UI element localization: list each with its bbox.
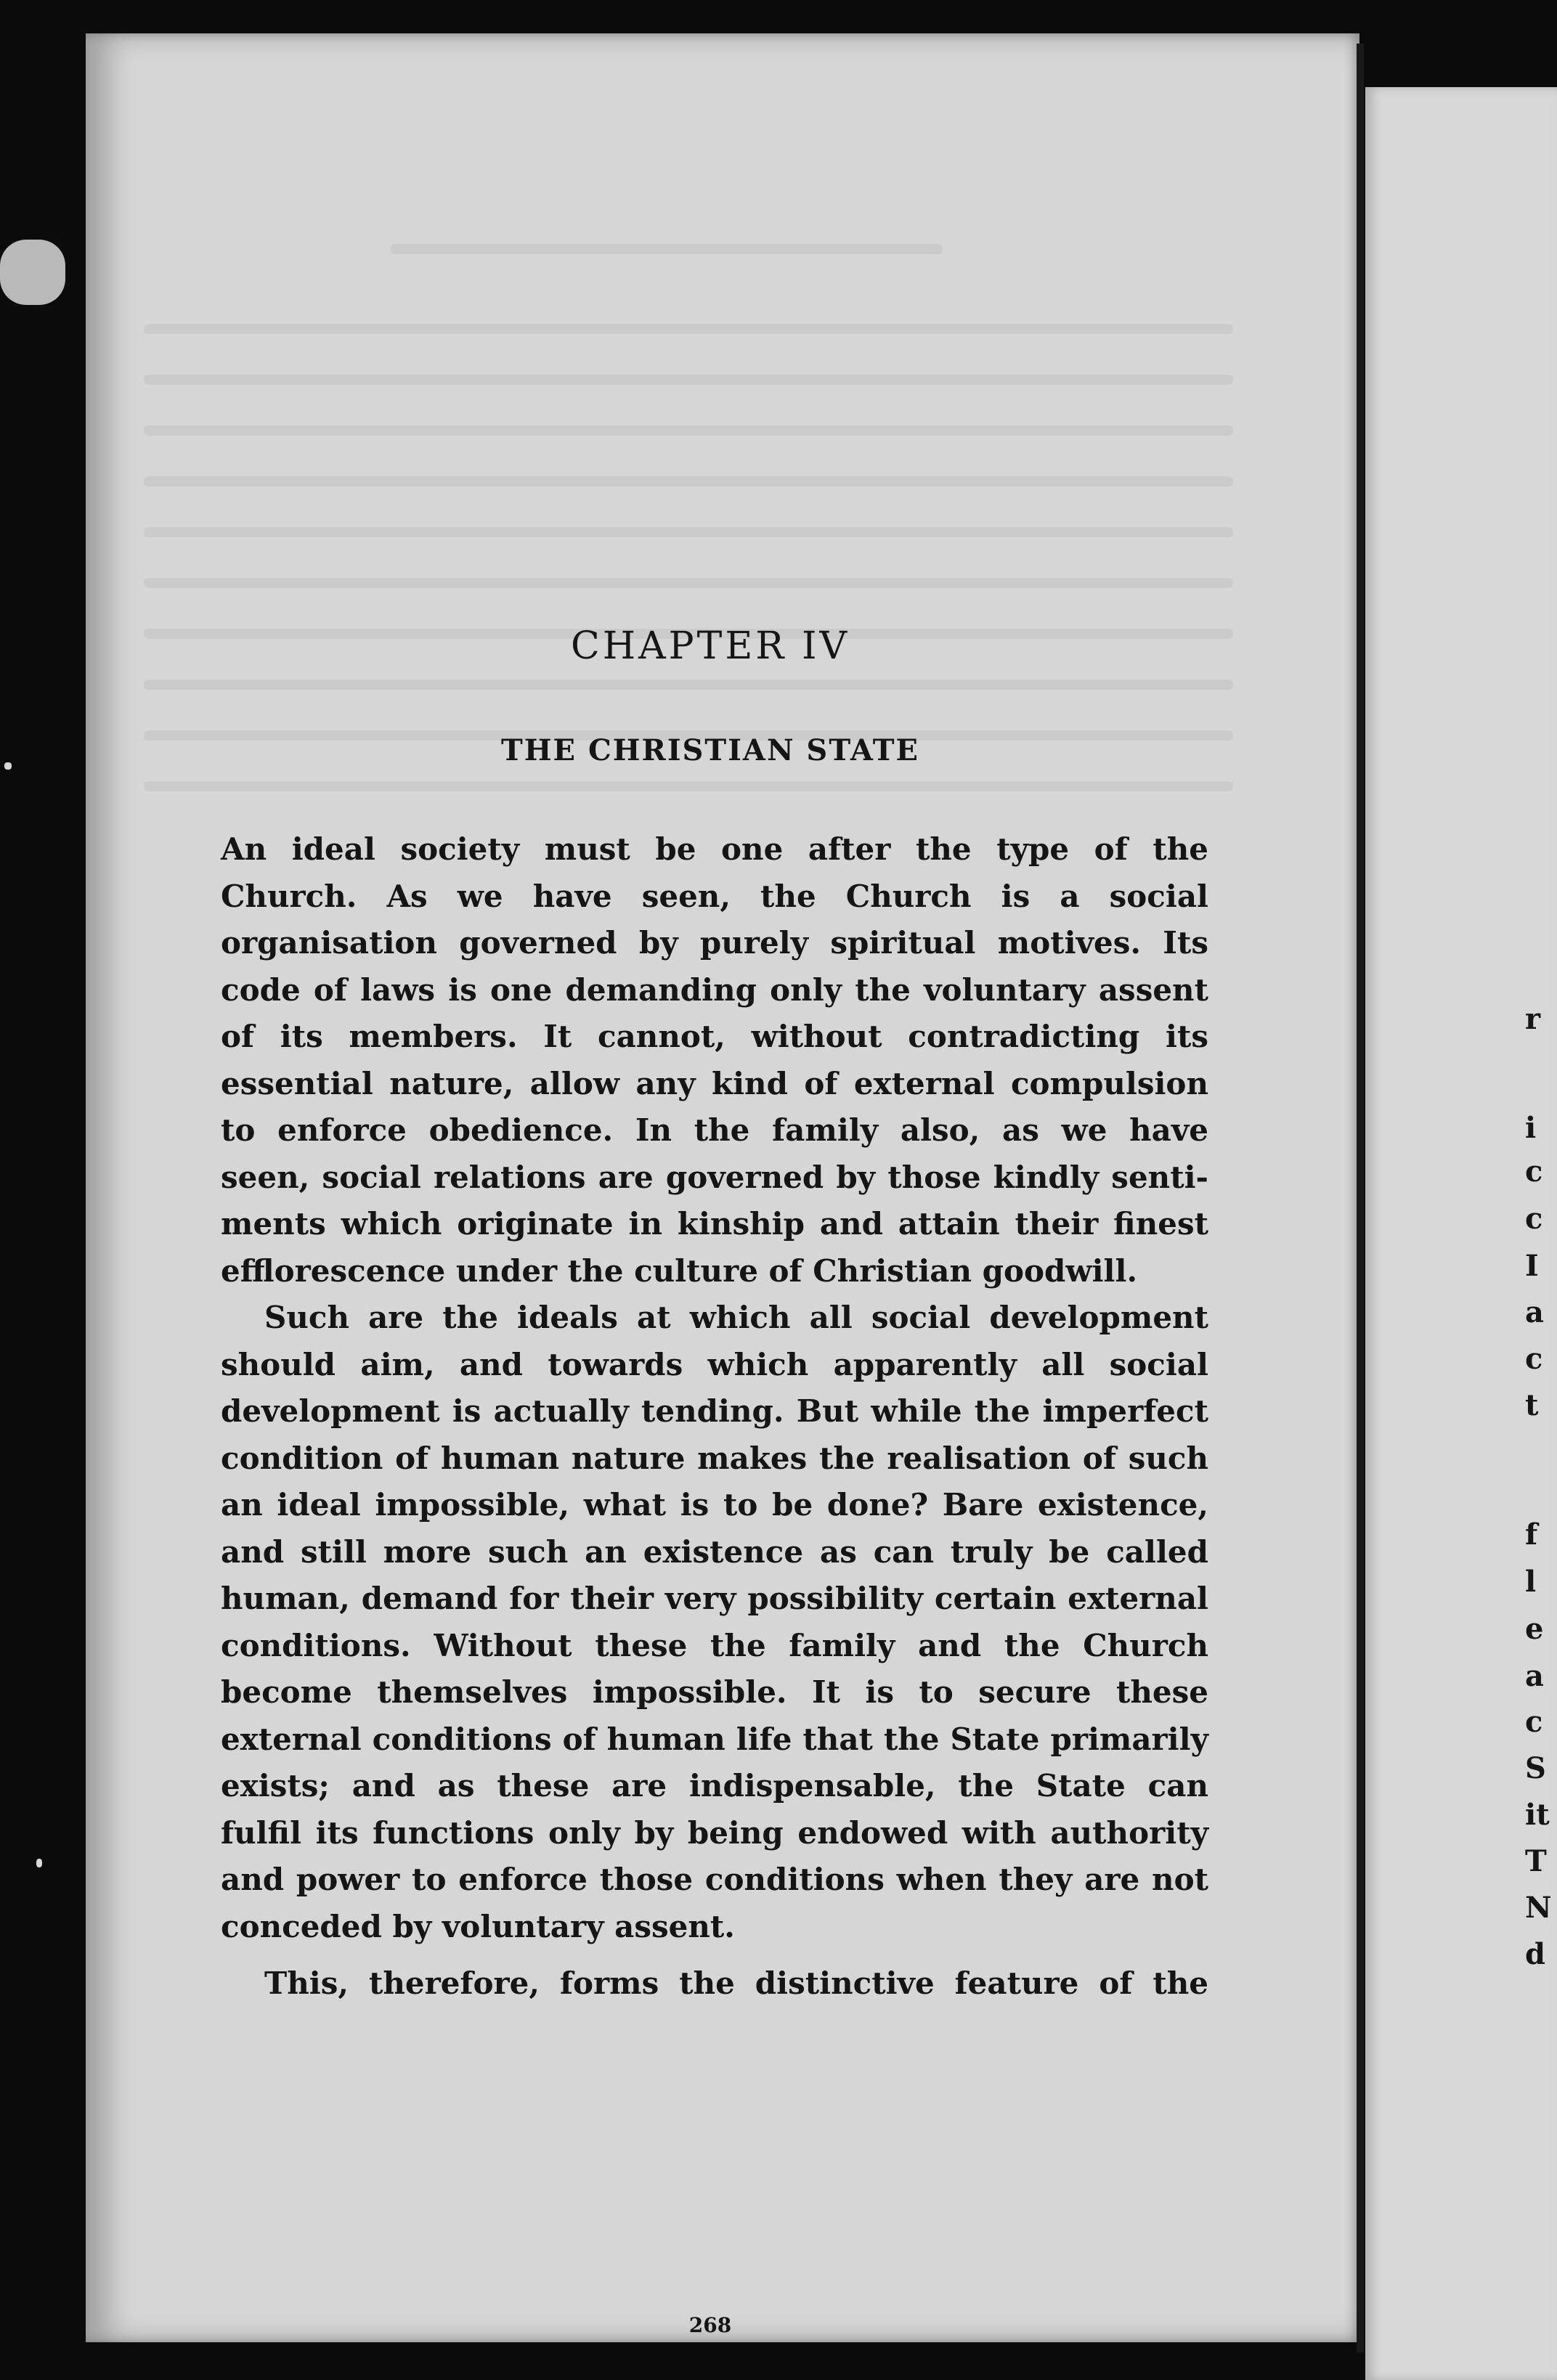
show-through-line: [144, 425, 1233, 436]
speck: [0, 240, 65, 305]
speck: [36, 1859, 42, 1867]
show-through-line: [144, 476, 1233, 486]
text-line: and still more such an existence as can truly be called: [221, 1533, 1208, 1570]
facing-page-letter: t: [1525, 1388, 1539, 1422]
paragraph-3: [221, 1960, 1208, 2008]
text-line: essential nature, allow any kind of external compulsion: [221, 1065, 1208, 1101]
text-line: An ideal society must be one after the type of the: [221, 831, 1208, 867]
page-gutter: [1357, 44, 1364, 2352]
text-line: code of laws is one demanding only the voluntary assent: [221, 971, 1208, 1008]
text-line: condition of human nature makes the realisation of such: [221, 1440, 1208, 1476]
facing-page-letter: l: [1525, 1565, 1537, 1599]
text-line: to enforce obedience. In the family also, as we have: [221, 1112, 1208, 1148]
facing-page-letter: e: [1525, 1612, 1544, 1646]
left-page: [86, 33, 1359, 2342]
facing-page-letter: c: [1525, 1342, 1543, 1376]
facing-page-letter: f: [1525, 1517, 1538, 1552]
facing-page-letter: i: [1525, 1111, 1537, 1145]
text-line: conditions. Without these the family and the Church: [221, 1627, 1208, 1663]
show-through-line: [391, 244, 943, 254]
body-text: [221, 826, 1208, 2008]
facing-page-letter: a: [1525, 1659, 1544, 1693]
text-line: Such are the ideals at which all social development: [264, 1300, 1208, 1335]
facing-page-letter: d: [1525, 1937, 1545, 1971]
text-line: development is actually tending. But while the imperfect: [221, 1393, 1208, 1429]
text-line: exists; and as these are indispensable, the State can: [221, 1768, 1208, 1804]
show-through-line: [144, 680, 1233, 690]
paragraph-1: [221, 826, 1208, 1295]
facing-page-letter: c: [1525, 1202, 1543, 1236]
text-line: efflorescence under the culture of Christian goodwill.: [221, 1252, 1138, 1289]
facing-page-letter: it: [1525, 1798, 1550, 1832]
text-line: an ideal impossible, what is to be done? Bare existence,: [221, 1487, 1208, 1523]
text-line: become themselves impossible. It is to secure these: [221, 1674, 1208, 1710]
facing-page-letter: T: [1525, 1844, 1547, 1878]
facing-page-letter: r: [1525, 1002, 1541, 1036]
chapter-title: THE CHRISTIAN STATE: [500, 733, 919, 767]
show-through-line: [144, 527, 1233, 537]
facing-page-letter: S: [1525, 1751, 1546, 1785]
show-through-line: [144, 781, 1233, 791]
text-line: organisation governed by purely spiritual motives. Its: [221, 925, 1208, 961]
page-number: 268: [688, 2313, 732, 2337]
chapter-heading: CHAPTER IV: [570, 624, 850, 668]
facing-page-letter: c: [1525, 1154, 1543, 1189]
text-line: should aim, and towards which apparently all social: [221, 1346, 1208, 1382]
text-line: conceded by voluntary assent.: [221, 1908, 735, 1944]
text-line: of its members. It cannot, without contradicting its: [221, 1019, 1208, 1054]
text-line: external conditions of human life that the State primarily: [221, 1721, 1208, 1757]
facing-page-letter: c: [1525, 1705, 1543, 1739]
text-line: human, demand for their very possibility certain external: [221, 1581, 1208, 1616]
facing-page-letter: I: [1525, 1249, 1539, 1283]
facing-page-letter: N: [1525, 1891, 1552, 1925]
text-line: Church. As we have seen, the Church is a social: [221, 878, 1208, 914]
text-line: This, therefore, forms the distinctive feature of the: [264, 1965, 1208, 2001]
show-through-line: [144, 324, 1233, 334]
text-line: fulfil its functions only by being endowed with authority: [221, 1814, 1208, 1851]
paragraph-2: [221, 1295, 1208, 1950]
text-line: and power to enforce those conditions when they are not: [221, 1862, 1208, 1897]
speck: [4, 762, 12, 770]
text-line: ments which originate in kinship and attain their finest: [221, 1206, 1208, 1242]
show-through-line: [144, 578, 1233, 588]
show-through-line: [144, 375, 1233, 385]
facing-page-letter: a: [1525, 1295, 1544, 1329]
text-line: seen, social relations are governed by those kindly senti-: [221, 1159, 1208, 1195]
